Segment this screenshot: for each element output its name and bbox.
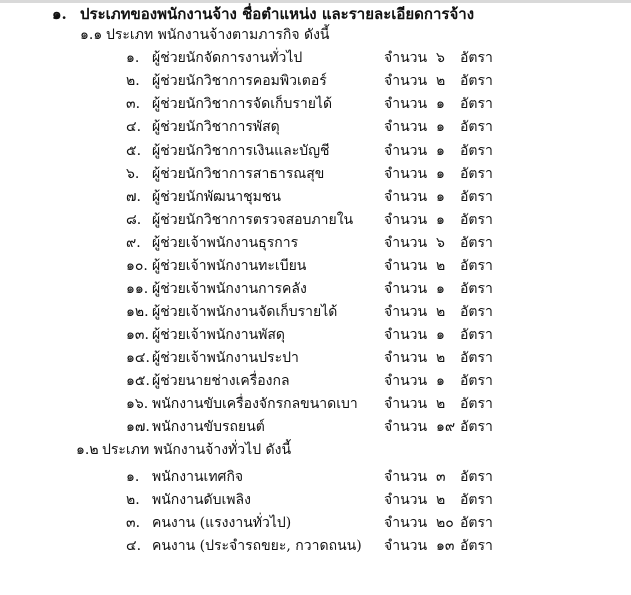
quantity-unit: อัตรา — [460, 119, 493, 135]
main-heading-text: ประเภทของพนักงานจ้าง ชื่อตำแหน่ง และรายละเอียดการจ้าง — [80, 5, 475, 23]
quantity-unit: อัตรา — [460, 50, 493, 66]
position-name: ผู้ช่วยเจ้าพนักงานทะเบียน — [152, 258, 307, 274]
position-name: ผู้ช่วยนักจัดการงานทั่วไป — [152, 50, 303, 66]
quantity-value: ๖ — [436, 50, 445, 66]
quantity-label: จำนวน — [384, 96, 428, 112]
quantity-unit: อัตรา — [460, 469, 493, 485]
position-name: คนงาน (ประจำรถขยะ, กวาดถนน) — [152, 538, 362, 554]
list-item — [0, 467, 631, 487]
quantity-unit: อัตรา — [460, 515, 493, 531]
list-item — [0, 513, 631, 533]
quantity-label: จำนวน — [384, 396, 428, 412]
item-number: ๙. — [126, 235, 141, 251]
quantity-value: ๑ — [436, 96, 445, 112]
position-name: พนักงานขับรถยนต์ — [152, 419, 265, 435]
position-name: ผู้ช่วยนายช่างเครื่องกล — [152, 373, 290, 389]
quantity-unit: อัตรา — [460, 304, 493, 320]
quantity-value: ๒๐ — [436, 515, 454, 531]
quantity-label: จำนวน — [384, 327, 428, 343]
item-number: ๕. — [126, 143, 142, 159]
position-name: ผู้ช่วยนักพัฒนาชุมชน — [152, 189, 281, 205]
item-number: ๓. — [126, 515, 141, 531]
quantity-label: จำนวน — [384, 350, 428, 366]
list-item — [0, 210, 631, 230]
quantity-value: ๒ — [436, 492, 446, 508]
item-number: ๔. — [126, 119, 142, 135]
quantity-value: ๑ — [436, 281, 445, 297]
quantity-label: จำนวน — [384, 492, 428, 508]
quantity-label: จำนวน — [384, 304, 428, 320]
quantity-value: ๒ — [436, 258, 446, 274]
list-item — [0, 348, 631, 368]
item-number: ๑๖. — [126, 396, 149, 412]
quantity-unit: อัตรา — [460, 492, 493, 508]
quantity-value: ๑ — [436, 212, 445, 228]
quantity-label: จำนวน — [384, 373, 428, 389]
quantity-label: จำนวน — [384, 419, 428, 435]
quantity-unit: อัตรา — [460, 258, 493, 274]
position-name: ผู้ช่วยนักวิชาการคอมพิวเตอร์ — [152, 73, 327, 89]
quantity-value: ๑ — [436, 166, 445, 182]
section-number: ๑.๒ — [76, 442, 99, 458]
list-item — [0, 141, 631, 161]
position-name: ผู้ช่วยนักวิชาการตรวจสอบภายใน — [152, 212, 354, 228]
position-name: คนงาน (แรงงานทั่วไป) — [152, 515, 292, 531]
list-item — [0, 94, 631, 114]
quantity-value: ๑๙ — [436, 419, 456, 435]
list-item — [0, 164, 631, 184]
quantity-unit: อัตรา — [460, 235, 493, 251]
quantity-label: จำนวน — [384, 258, 428, 274]
list-item — [0, 117, 631, 137]
quantity-label: จำนวน — [384, 119, 428, 135]
position-name: พนักงานดับเพลิง — [152, 492, 251, 508]
quantity-value: ๑ — [436, 143, 445, 159]
item-number: ๘. — [126, 212, 142, 228]
section-title-1 — [80, 25, 329, 45]
position-name: พนักงานขับเครื่องจักรกลขนาดเบา — [152, 396, 358, 412]
list-item — [0, 187, 631, 207]
section-title-text: ประเภท พนักงานจ้างตามภารกิจ ดังนี้ — [106, 27, 330, 43]
quantity-label: จำนวน — [384, 235, 428, 251]
quantity-unit: อัตรา — [460, 281, 493, 297]
list-item — [0, 48, 631, 68]
item-number: ๓. — [126, 96, 141, 112]
quantity-value: ๒ — [436, 304, 446, 320]
section-title-text: ประเภท พนักงานจ้างทั่วไป ดังนี้ — [102, 442, 292, 458]
position-name: ผู้ช่วยนักวิชาการเงินและบัญชี — [152, 143, 330, 159]
item-number: ๑. — [126, 50, 140, 66]
list-item — [0, 71, 631, 91]
item-number: ๑๑. — [126, 281, 149, 297]
quantity-value: ๑ — [436, 189, 445, 205]
position-name: ผู้ช่วยเจ้าพนักงานการคลัง — [152, 281, 307, 297]
quantity-unit: อัตรา — [460, 419, 493, 435]
item-number: ๑๕. — [126, 373, 150, 389]
quantity-unit: อัตรา — [460, 212, 493, 228]
quantity-value: ๒ — [436, 73, 446, 89]
quantity-unit: อัตรา — [460, 373, 493, 389]
quantity-unit: อัตรา — [460, 73, 493, 89]
item-number: ๒. — [126, 73, 140, 89]
list-item — [0, 233, 631, 253]
position-name: ผู้ช่วยนักวิชาการจัดเก็บรายได้ — [152, 96, 333, 112]
quantity-value: ๒ — [436, 350, 446, 366]
list-item — [0, 490, 631, 510]
item-number: ๒. — [126, 492, 140, 508]
quantity-unit: อัตรา — [460, 396, 493, 412]
item-number: ๑๐. — [126, 258, 148, 274]
list-item — [0, 394, 631, 414]
quantity-unit: อัตรา — [460, 350, 493, 366]
quantity-value: ๑ — [436, 373, 445, 389]
item-number: ๑๓. — [126, 327, 149, 343]
main-heading-number: ๑. — [52, 5, 67, 23]
position-name: ผู้ช่วยเจ้าพนักงานจัดเก็บรายได้ — [152, 304, 338, 320]
quantity-label: จำนวน — [384, 73, 428, 89]
list-item — [0, 325, 631, 345]
item-number: ๑๒. — [126, 304, 149, 320]
quantity-label: จำนวน — [384, 143, 428, 159]
quantity-label: จำนวน — [384, 166, 428, 182]
quantity-unit: อัตรา — [460, 538, 493, 554]
position-name: ผู้ช่วยเจ้าพนักงานพัสดุ — [152, 327, 286, 343]
position-name: ผู้ช่วยนักวิชาการสาธารณสุข — [152, 166, 325, 182]
position-name: ผู้ช่วยนักวิชาการพัสดุ — [152, 119, 280, 135]
quantity-label: จำนวน — [384, 538, 428, 554]
main-heading — [52, 4, 474, 24]
item-number: ๑. — [126, 469, 140, 485]
list-item — [0, 302, 631, 322]
quantity-value: ๑ — [436, 327, 445, 343]
quantity-label: จำนวน — [384, 281, 428, 297]
item-number: ๖. — [126, 166, 140, 182]
list-item — [0, 256, 631, 276]
item-number: ๗. — [126, 189, 141, 205]
list-item — [0, 371, 631, 391]
quantity-unit: อัตรา — [460, 189, 493, 205]
item-number: ๔. — [126, 538, 142, 554]
quantity-value: ๖ — [436, 235, 445, 251]
quantity-label: จำนวน — [384, 469, 428, 485]
list-item — [0, 417, 631, 437]
quantity-value: ๓ — [436, 469, 446, 485]
quantity-label: จำนวน — [384, 50, 428, 66]
quantity-label: จำนวน — [384, 189, 428, 205]
quantity-value: ๑ — [436, 119, 445, 135]
quantity-unit: อัตรา — [460, 166, 493, 182]
position-name: ผู้ช่วยเจ้าพนักงานธุรการ — [152, 235, 299, 251]
position-name: พนักงานเทศกิจ — [152, 469, 244, 485]
position-name: ผู้ช่วยเจ้าพนักงานประปา — [152, 350, 299, 366]
quantity-unit: อัตรา — [460, 143, 493, 159]
list-item — [0, 279, 631, 299]
item-number: ๑๗. — [126, 419, 150, 435]
quantity-value: ๒ — [436, 396, 446, 412]
quantity-label: จำนวน — [384, 515, 428, 531]
quantity-unit: อัตรา — [460, 327, 493, 343]
quantity-value: ๑๓ — [436, 538, 455, 554]
item-number: ๑๔. — [126, 350, 150, 366]
quantity-label: จำนวน — [384, 212, 428, 228]
section-number: ๑.๑ — [80, 27, 103, 43]
list-item — [0, 536, 631, 556]
quantity-unit: อัตรา — [460, 96, 493, 112]
section-title-2 — [76, 440, 291, 460]
